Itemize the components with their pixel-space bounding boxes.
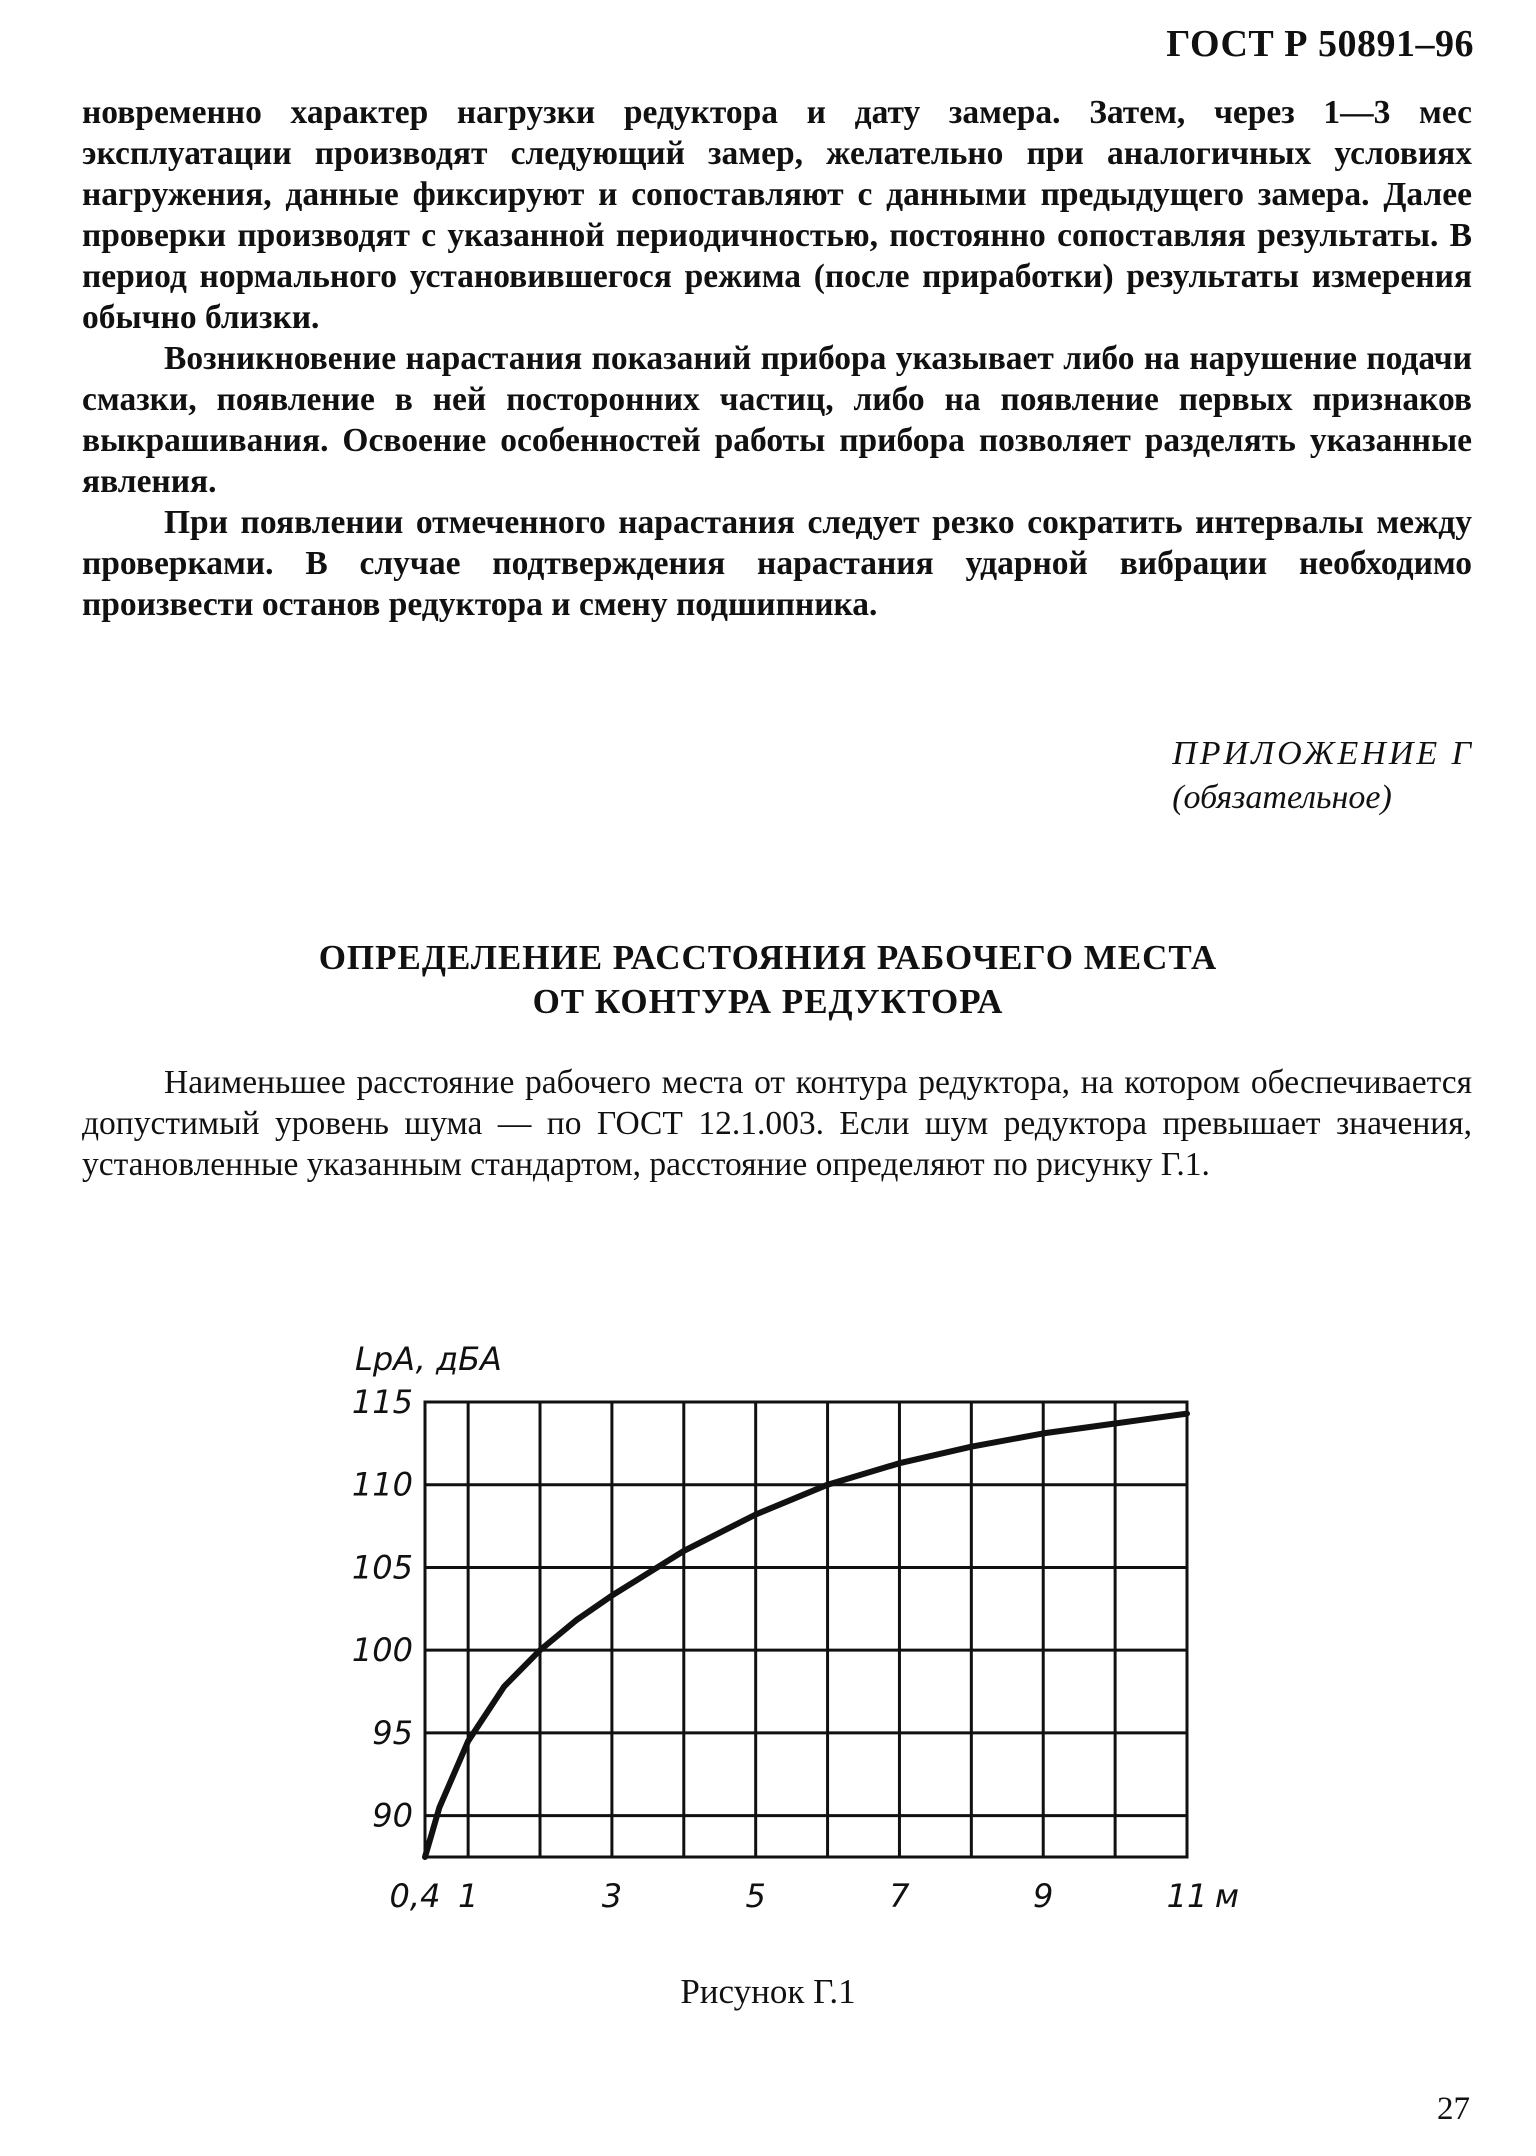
appendix-title: ПРИЛОЖЕНИЕ Г [1172,735,1474,772]
y-tick-label: 90 [372,1796,413,1835]
x-tick-label: 5 [745,1877,766,1915]
y-tick-label: 95 [372,1713,413,1752]
section-title [0,936,1536,1024]
paragraph: Возникновение нарастания показаний прибора указывает либо на нарушение подачи смазки, появление в ней посторонних частиц, либо на появление первых признаков выкрашивания. Освоение особенностей работы прибора позволяет разделять указанные явления. [82,340,1472,500]
x-tick-label: 9 [1033,1877,1054,1915]
section-title-line: ОПРЕДЕЛЕНИЕ РАССТОЯНИЯ РАБОЧЕГО МЕСТА [318,938,1218,977]
y-tick-label: 115 [351,1383,413,1421]
x-axis-label: м [1214,1877,1240,1915]
figure-caption: Рисунок Г.1 [680,1972,856,2011]
y-tick-label: 105 [351,1548,413,1587]
body-text-top [82,92,1472,625]
section-title-line: ОТ КОНТУРА РЕДУКТОРА [532,982,1004,1021]
paragraph: новременно характер нагрузки редуктора и дату замера. Затем, через 1—3 мес эксплуатации производят следующий замер, желательно при аналогичных условиях нагружения, данные фиксируют и сопоставляют с данными предыдущего замера. Далее проверки производят с указанной периодичностью, постоянно сопоставляя результаты. В период нормального установившегося режима (после приработки) результаты измерения обычно близки. [82,94,1472,336]
appendix-note: (обязательное) [1172,779,1392,816]
document-header: ГОСТ Р 50891–96 [1166,23,1474,65]
y-tick-label: 100 [351,1631,413,1670]
x-tick-label: 3 [601,1877,623,1915]
body-text-section [82,1062,1472,1185]
x-tick-label: 11 [1166,1877,1208,1915]
appendix-label [1172,732,1474,820]
x-tick-label: 0,4 [389,1877,441,1915]
paragraph: При появлении отмеченного нарастания следует резко сократить интервалы между проверками. В случае подтверждения нарастания ударной вибрации необходимо произвести останов редуктора и смену подшипника. [82,504,1472,623]
y-axis-label: LpA, дБА [355,1340,502,1378]
x-tick-label: 7 [889,1877,910,1915]
x-tick-label: 1 [457,1877,479,1915]
y-tick-label: 110 [351,1465,413,1504]
page-number: 27 [1437,2091,1470,2127]
noise-distance-chart [330,1310,1250,1930]
chart-svg [330,1310,1250,1930]
paragraph: Наименьшее расстояние рабочего места от контура редуктора, на котором обеспечивается допустимый уровень шума — по ГОСТ 12.1.003. Если шум редуктора превышает значения, установленные указанным стандартом, расстояние определяют по рисунку Г.1. [82,1064,1472,1183]
